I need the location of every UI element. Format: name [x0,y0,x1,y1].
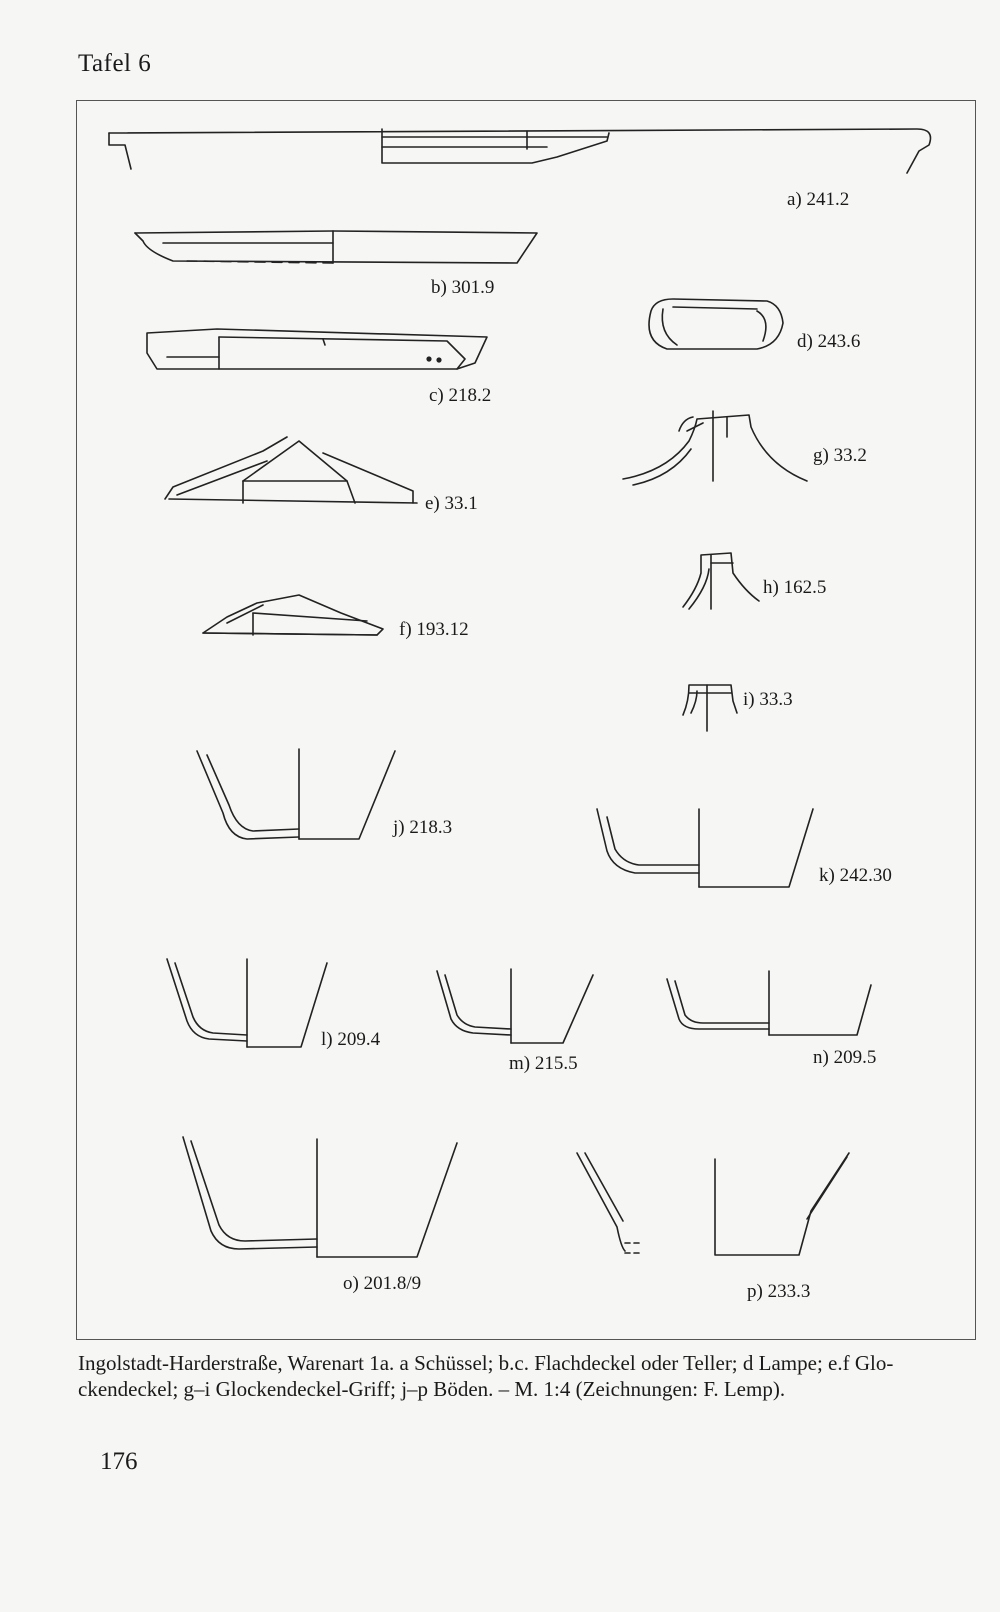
figure-label-k: k) 242.30 [819,865,892,886]
figure-caption [78,1350,978,1402]
sherd-drawing-i [683,685,737,731]
sherd-drawing-c [147,329,487,369]
figure-label-d: d) 243.6 [797,331,861,352]
sherd-drawing-n [667,971,871,1035]
sherd-drawing-e [165,437,417,503]
figure-label-n: n) 209.5 [813,1047,877,1068]
figure-label-p: p) 233.3 [747,1281,811,1302]
sherd-drawing-p [577,1153,849,1255]
figure-label-o: o) 201.8/9 [343,1273,422,1294]
figure-label-f: f) 193.12 [399,619,469,640]
figure-label-h: h) 162.5 [763,577,827,598]
sherd-drawing-o [183,1137,457,1257]
figure-label-i: i) 33.3 [743,689,793,710]
figure-label-a: a) 241.2 [787,189,850,210]
figure-label-c: c) 218.2 [429,385,492,406]
figure-label-g: g) 33.2 [813,445,867,466]
sherd-drawing-j [197,749,395,839]
sherd-drawing-l [167,959,327,1047]
sherd-drawing-m [437,969,593,1043]
page-title: Tafel 6 [78,50,152,77]
caption-line-2: ckendeckel; g–i Glockendeckel-Griff; j–p Böden. – M. 1:4 (Zeichnungen: F. Lemp). [78,1377,786,1401]
sherd-drawing-g [623,411,807,485]
figure-label-j: j) 218.3 [393,817,453,838]
figure-label-b: b) 301.9 [431,277,495,298]
figure-label-l: l) 209.4 [321,1029,381,1050]
sherd-drawing-f [203,595,383,635]
figure-label-e: e) 33.1 [425,493,478,514]
drawing-plate [76,100,976,1340]
sherd-drawing-k [597,809,813,887]
figure-label-m: m) 215.5 [509,1053,578,1074]
sherd-drawing-b [135,231,537,263]
page-number: 176 [100,1448,138,1475]
sherd-drawing-a [109,129,931,173]
sherd-drawing-d [649,299,783,349]
sherd-drawing-h [683,553,759,609]
caption-line-1: Ingolstadt-Harderstraße, Warenart 1a. a Schüssel; b.c. Flachdeckel oder Teller; d Lampe; e.f Glo- [78,1351,894,1375]
